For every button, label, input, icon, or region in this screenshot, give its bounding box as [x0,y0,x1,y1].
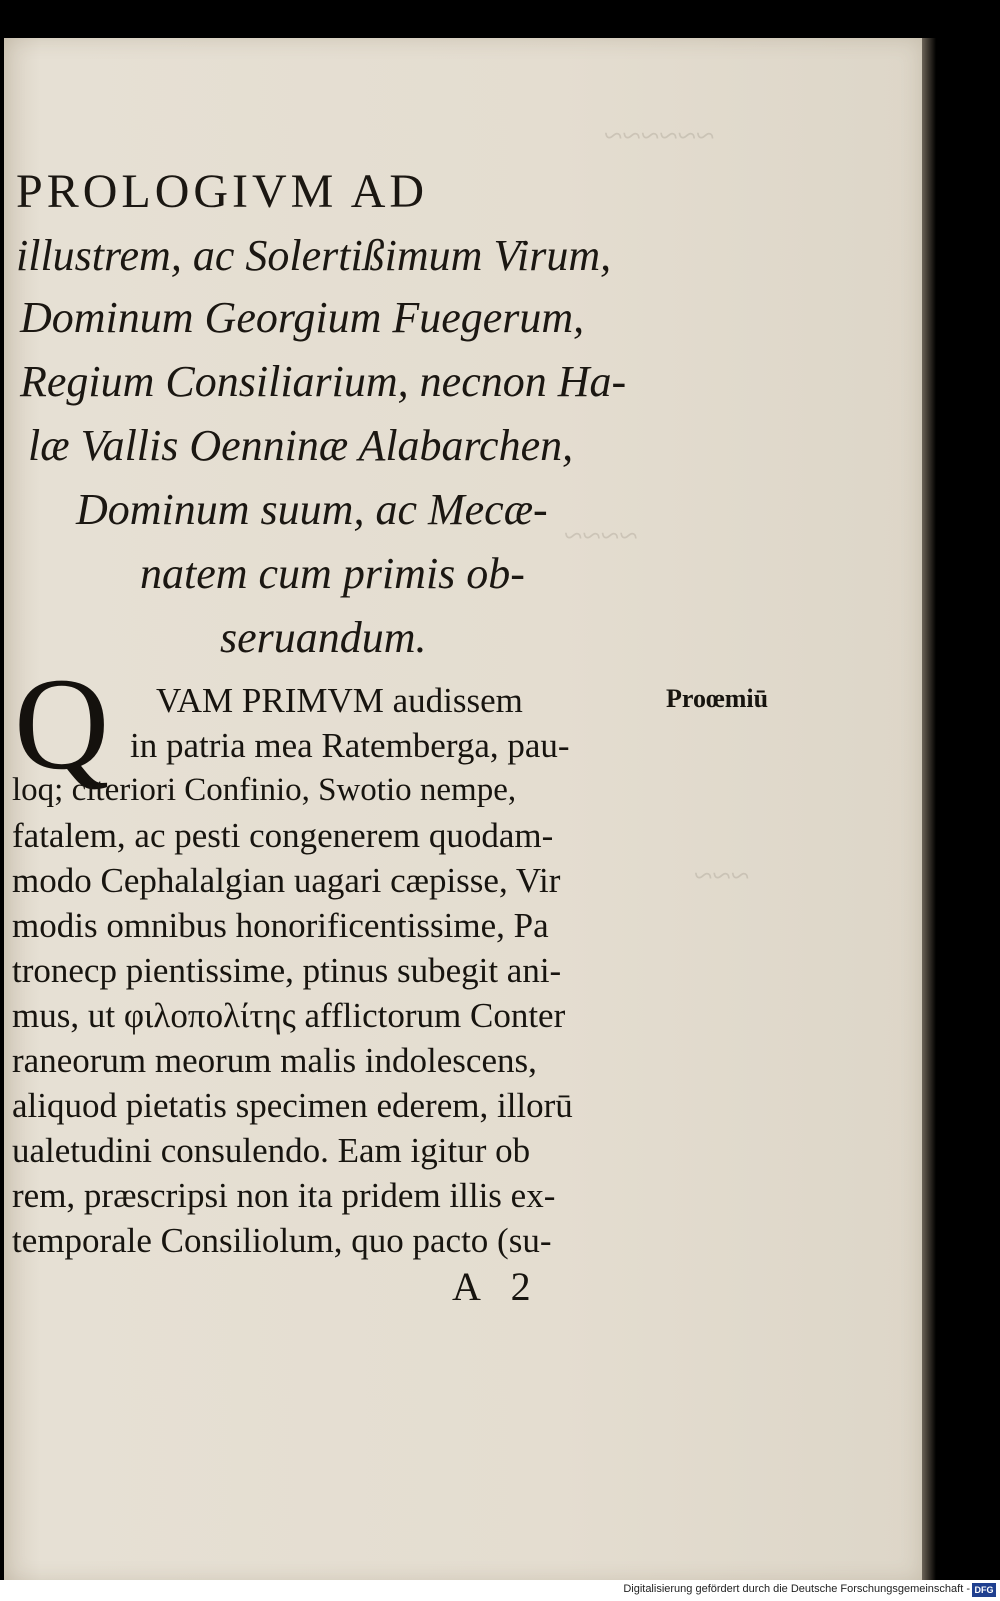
title-line-7: natem cum primis ob- [140,549,525,598]
dfg-logo: DFG [972,1583,996,1597]
body-line-13: temporale Consiliolum, quo pacto (su- [12,1221,552,1260]
book-page [4,38,922,1582]
body-line-9: raneorum meorum malis indolescens, [12,1041,537,1080]
title-line-2: illustrem, ac Solertißimum Virum, [16,231,612,280]
body-line-1: VAM PRIMVM audissem [156,681,523,720]
digitization-footer [0,1580,1000,1601]
title-line-1: PROLOGIVM AD [16,165,429,218]
bleed-through-mark: ~~~ [694,858,750,895]
body-line-2: in patria mea Ratemberga, pau- [130,726,570,765]
margin-note: Proœmiū [666,684,769,713]
title-line-3: Dominum Georgium Fuegerum, [20,293,585,342]
body-line-8: mus, ut φιλοπολίτης afflictorum Conter [12,996,566,1035]
page-edge-shadow [922,38,936,1582]
body-line-3: loq; citeriori Confinio, Swotio nempe, [12,772,517,808]
body-line-7: tronecp pientissime, ptinus subegit ani- [12,951,562,990]
body-line-4: fatalem, ac pesti congenerem quodam- [12,816,554,855]
title-line-8: seruandum. [220,613,427,662]
body-line-12: rem, præscripsi non ita pridem illis ex- [12,1176,556,1215]
drop-cap-initial: Q [14,650,110,797]
signature-mark: A 2 [452,1264,531,1309]
bleed-through-mark: ~~~~~~ [604,118,715,155]
title-line-6: Dominum suum, ac Mecæ- [76,485,548,534]
body-line-5: modo Cephalalgian uagari cæpisse, Vir [12,861,561,900]
footer-credit-text: Digitalisierung gefördert durch die Deutsche Forschungsgemeinschaft - [623,1583,970,1595]
body-line-11: ualetudini consulendo. Eam igitur ob [12,1131,531,1170]
bleed-through-mark: ~~~~ [564,518,638,555]
title-line-5: læ Vallis Oenninæ Alabarchen, [28,421,574,470]
body-line-10: aliquod pietatis specimen ederem, illorū [12,1086,573,1125]
title-line-4: Regium Consiliarium, necnon Ha- [20,357,627,406]
body-line-6: modis omnibus honorificentissime, Pa [12,906,549,945]
